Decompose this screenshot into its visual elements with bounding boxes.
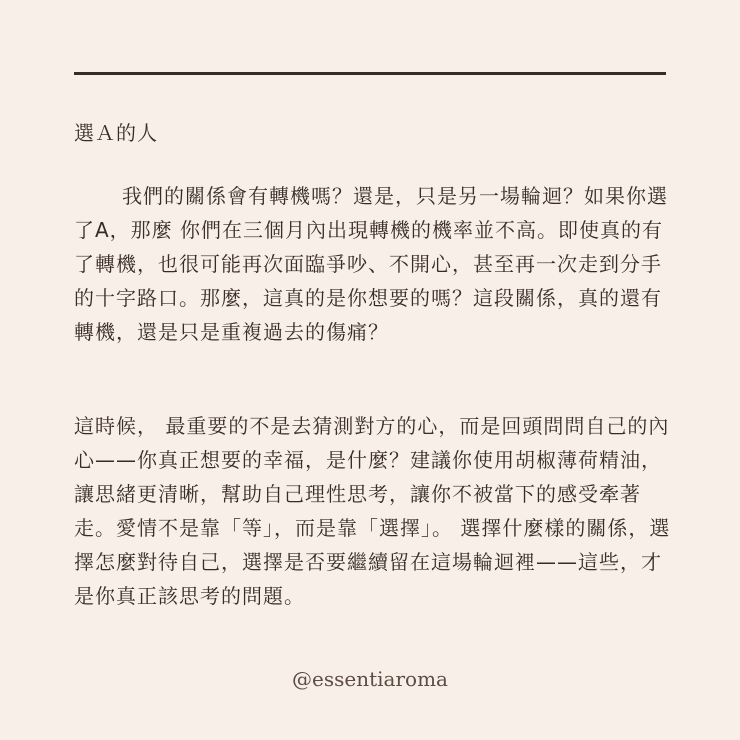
top-divider bbox=[74, 72, 666, 75]
paragraph-2: 這時候， 最重要的不是去猜測對方的心，而是回頭問問自己的內心——你真正想要的幸福，是什麼？建議你使用胡椒薄荷精油，讓思緒更清晰，幫助自己理性思考，讓你不被當下的感受牽著走。愛情不是靠「等」，而是靠「選擇」。 選擇什麼樣的關係，選擇怎麼對待自己，選擇是否要繼續留在這場輪迴裡——這些，才是你真正該思考的問題。 bbox=[74, 414, 671, 608]
paragraph-1: 我們的關係會有轉機嗎？還是，只是另一場輪迴？如果你選了A，那麼 你們在三個月內出現轉機的機率並不高。即使真的有了轉機，也很可能再次面臨爭吵、不開心，甚至再一次走到分手的十字路口。那麼，這真的是你想要的嗎？這段關係，真的還有轉機，還是只是重複過去的傷痛？ bbox=[74, 184, 668, 344]
section-heading: 選Ａ的人 bbox=[74, 121, 158, 145]
social-handle: @essentiaroma bbox=[292, 667, 448, 691]
